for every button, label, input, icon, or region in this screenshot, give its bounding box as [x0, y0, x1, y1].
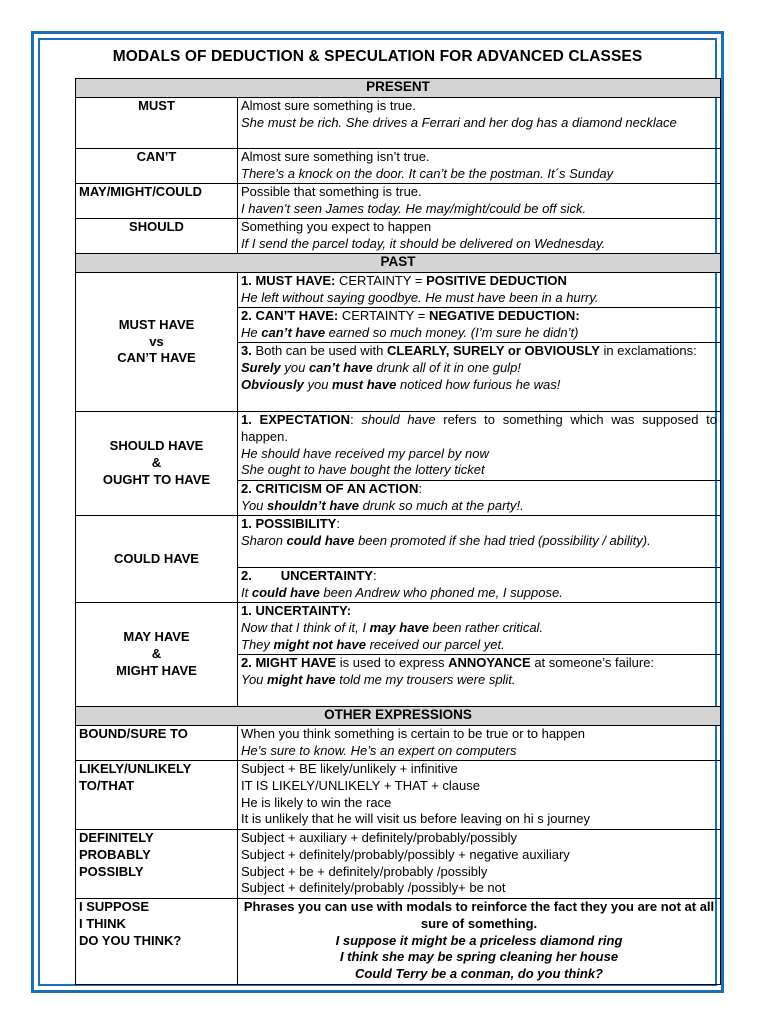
clearly-surely-obviously: 3. Both can be used with CLEARLY, SURELY or OBVIOUSLY in exclamations: Surely you can’t have drunk all of it in one gulp! Obviously you must have noticed how furious he was! [238, 343, 721, 412]
label-bound-sure-to: BOUND/SURE TO [76, 726, 238, 761]
might-have-annoyance: 2. MIGHT HAVE is used to express ANNOYANCE at someone’s failure: You might have told me my trousers were split. [238, 655, 721, 707]
label-may-have-might-have: MAY HAVE & MIGHT HAVE [76, 603, 238, 707]
label-could-have: COULD HAVE [76, 516, 238, 603]
example: I haven’t seen James today. He may/might/could be off sick. [241, 200, 587, 216]
label-must-have-cant-have: MUST HAVE vs CAN’T HAVE [76, 273, 238, 412]
definitely-probably-possibly: Subject + auxiliary + definitely/probably/possibly Subject + definitely/probably/possibly + negative auxiliary Subject + be + definitely/probably /possibly Subject + definitely/probably /possibly+ be not [238, 830, 721, 899]
label-must: MUST [76, 98, 238, 149]
bound-sure-to: When you think something is certain to be true or to happen He’s sure to know. He’s an expert on computers [238, 726, 721, 761]
label-cant: CAN’T [76, 149, 238, 184]
page-title: MODALS OF DEDUCTION & SPECULATION FOR ADVANCED CLASSES [112, 48, 643, 65]
may-have-uncertainty: 1. UNCERTAINTY: Now that I think of it, I may have been rather critical. They might not have received our parcel yet. [238, 603, 721, 655]
present-must [238, 98, 721, 149]
label-should: SHOULD [76, 219, 238, 254]
could-have-possibility: 1. POSSIBILITY: Sharon could have been promoted if she had tried (possibility / ability). [238, 516, 721, 568]
section-past: PAST [76, 254, 721, 273]
should-have-criticism: 2. CRITICISM OF AN ACTION: You shouldn’t have drunk so much at the party!. [238, 481, 721, 516]
present-may [238, 184, 721, 219]
section-present: PRESENT [76, 79, 721, 98]
label-definitely-probably-possibly: DEFINITELY PROBABLY POSSIBLY [76, 830, 238, 899]
desc: Almost sure something is true. [241, 98, 416, 113]
section-other: OTHER EXPRESSIONS [76, 707, 721, 726]
label-may-might-could: MAY/MIGHT/COULD [76, 184, 238, 219]
cant-have-negative: 2. CAN’T HAVE: CERTAINTY = NEGATIVE DEDUCTION: He can’t have earned so much money. (I’m sure he didn’t) [238, 308, 721, 343]
must-have-positive: 1. MUST HAVE: CERTAINTY = POSITIVE DEDUCTION He left without saying goodbye. He must have been in a hurry. [238, 273, 721, 308]
could-have-uncertainty: 2. UNCERTAINTY: It could have been Andrew who phoned me, I suppose. [238, 568, 721, 603]
example: She must be rich. She drives a Ferrari and her dog has a diamond necklace [241, 114, 677, 130]
modals-table [75, 78, 721, 985]
label-i-suppose-i-think: I SUPPOSE I THINK DO YOU THINK? [76, 899, 238, 985]
present-cant [238, 149, 721, 184]
example: If I send the parcel today, it should be delivered on Wednesday. [241, 235, 606, 251]
desc: Almost sure something isn’t true. [241, 149, 430, 164]
likely-unlikely: Subject + BE likely/unlikely + infinitive IT IS LIKELY/UNLIKELY + THAT + clause He is likely to win the race It is unlikely that he will visit us before leaving on hi s journey [238, 761, 721, 830]
desc: Something you expect to happen [241, 219, 432, 234]
desc: Possible that something is true. [241, 184, 422, 199]
should-have-expectation: 1. EXPECTATION: should have refers to something which was supposed to happen. He should have received my parcel by now She ought to have bought the lottery ticket [238, 412, 721, 481]
label-should-have: SHOULD HAVE & OUGHT TO HAVE [76, 412, 238, 516]
present-should [238, 219, 721, 254]
label-likely-unlikely: LIKELY/UNLIKELY TO/THAT [76, 761, 238, 830]
i-suppose-i-think: Phrases you can use with modals to reinforce the fact they you are not at all sure of something. I suppose it might be a priceless diamond ring I think she may be spring cleaning her house Could Terry be a conman, do you think? [238, 899, 721, 985]
example: There’s a knock on the door. It can’t be the postman. It´s Sunday [241, 165, 614, 181]
